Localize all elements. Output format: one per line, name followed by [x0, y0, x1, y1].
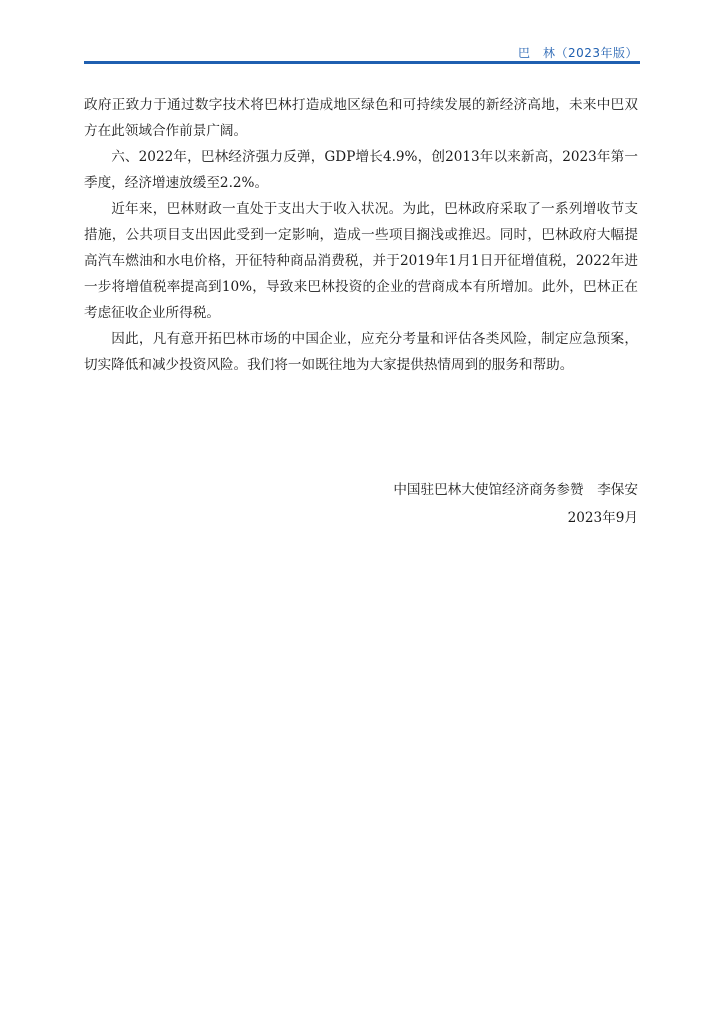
signature-date: 2023年9月 [567, 510, 638, 526]
page-header [84, 40, 640, 64]
paragraph-advice: 因此，凡有意开拓巴林市场的中国企业，应充分考量和评估各类风险，制定应急预案，切实降低和减少投资风险。我们将一如既往地为大家提供热情周到的服务和帮助。 [84, 331, 638, 373]
header-title: 巴 林（2023年版） [517, 46, 638, 60]
signature-author: 中国驻巴林大使馆经济商务参赞 李保安 [393, 482, 638, 498]
document-body [84, 92, 638, 378]
signature-block [393, 476, 638, 532]
paragraph-continuation: 政府正致力于通过数字技术将巴林打造成地区绿色和可持续发展的新经济高地，未来中巴双方在此领域合作前景广阔。 [84, 97, 638, 139]
paragraph-finance: 近年来，巴林财政一直处于支出大于收入状况。为此，巴林政府采取了一系列增收节支措施，公共项目支出因此受到一定影响，造成一些项目搁浅或推迟。同时，巴林政府大幅提高汽车燃油和水电价格，开征特种商品消费税，并于2019年1月1日开征增值税，2022年进一步将增值税率提高到10%，导致来巴林投资的企业的营商成本有所增加。此外，巴林正在考虑征收企业所得税。 [84, 201, 638, 321]
paragraph-economy: 六、2022年，巴林经济强力反弹，GDP增长4.9%，创2013年以来新高，2023年第一季度，经济增速放缓至2.2%。 [84, 149, 638, 191]
